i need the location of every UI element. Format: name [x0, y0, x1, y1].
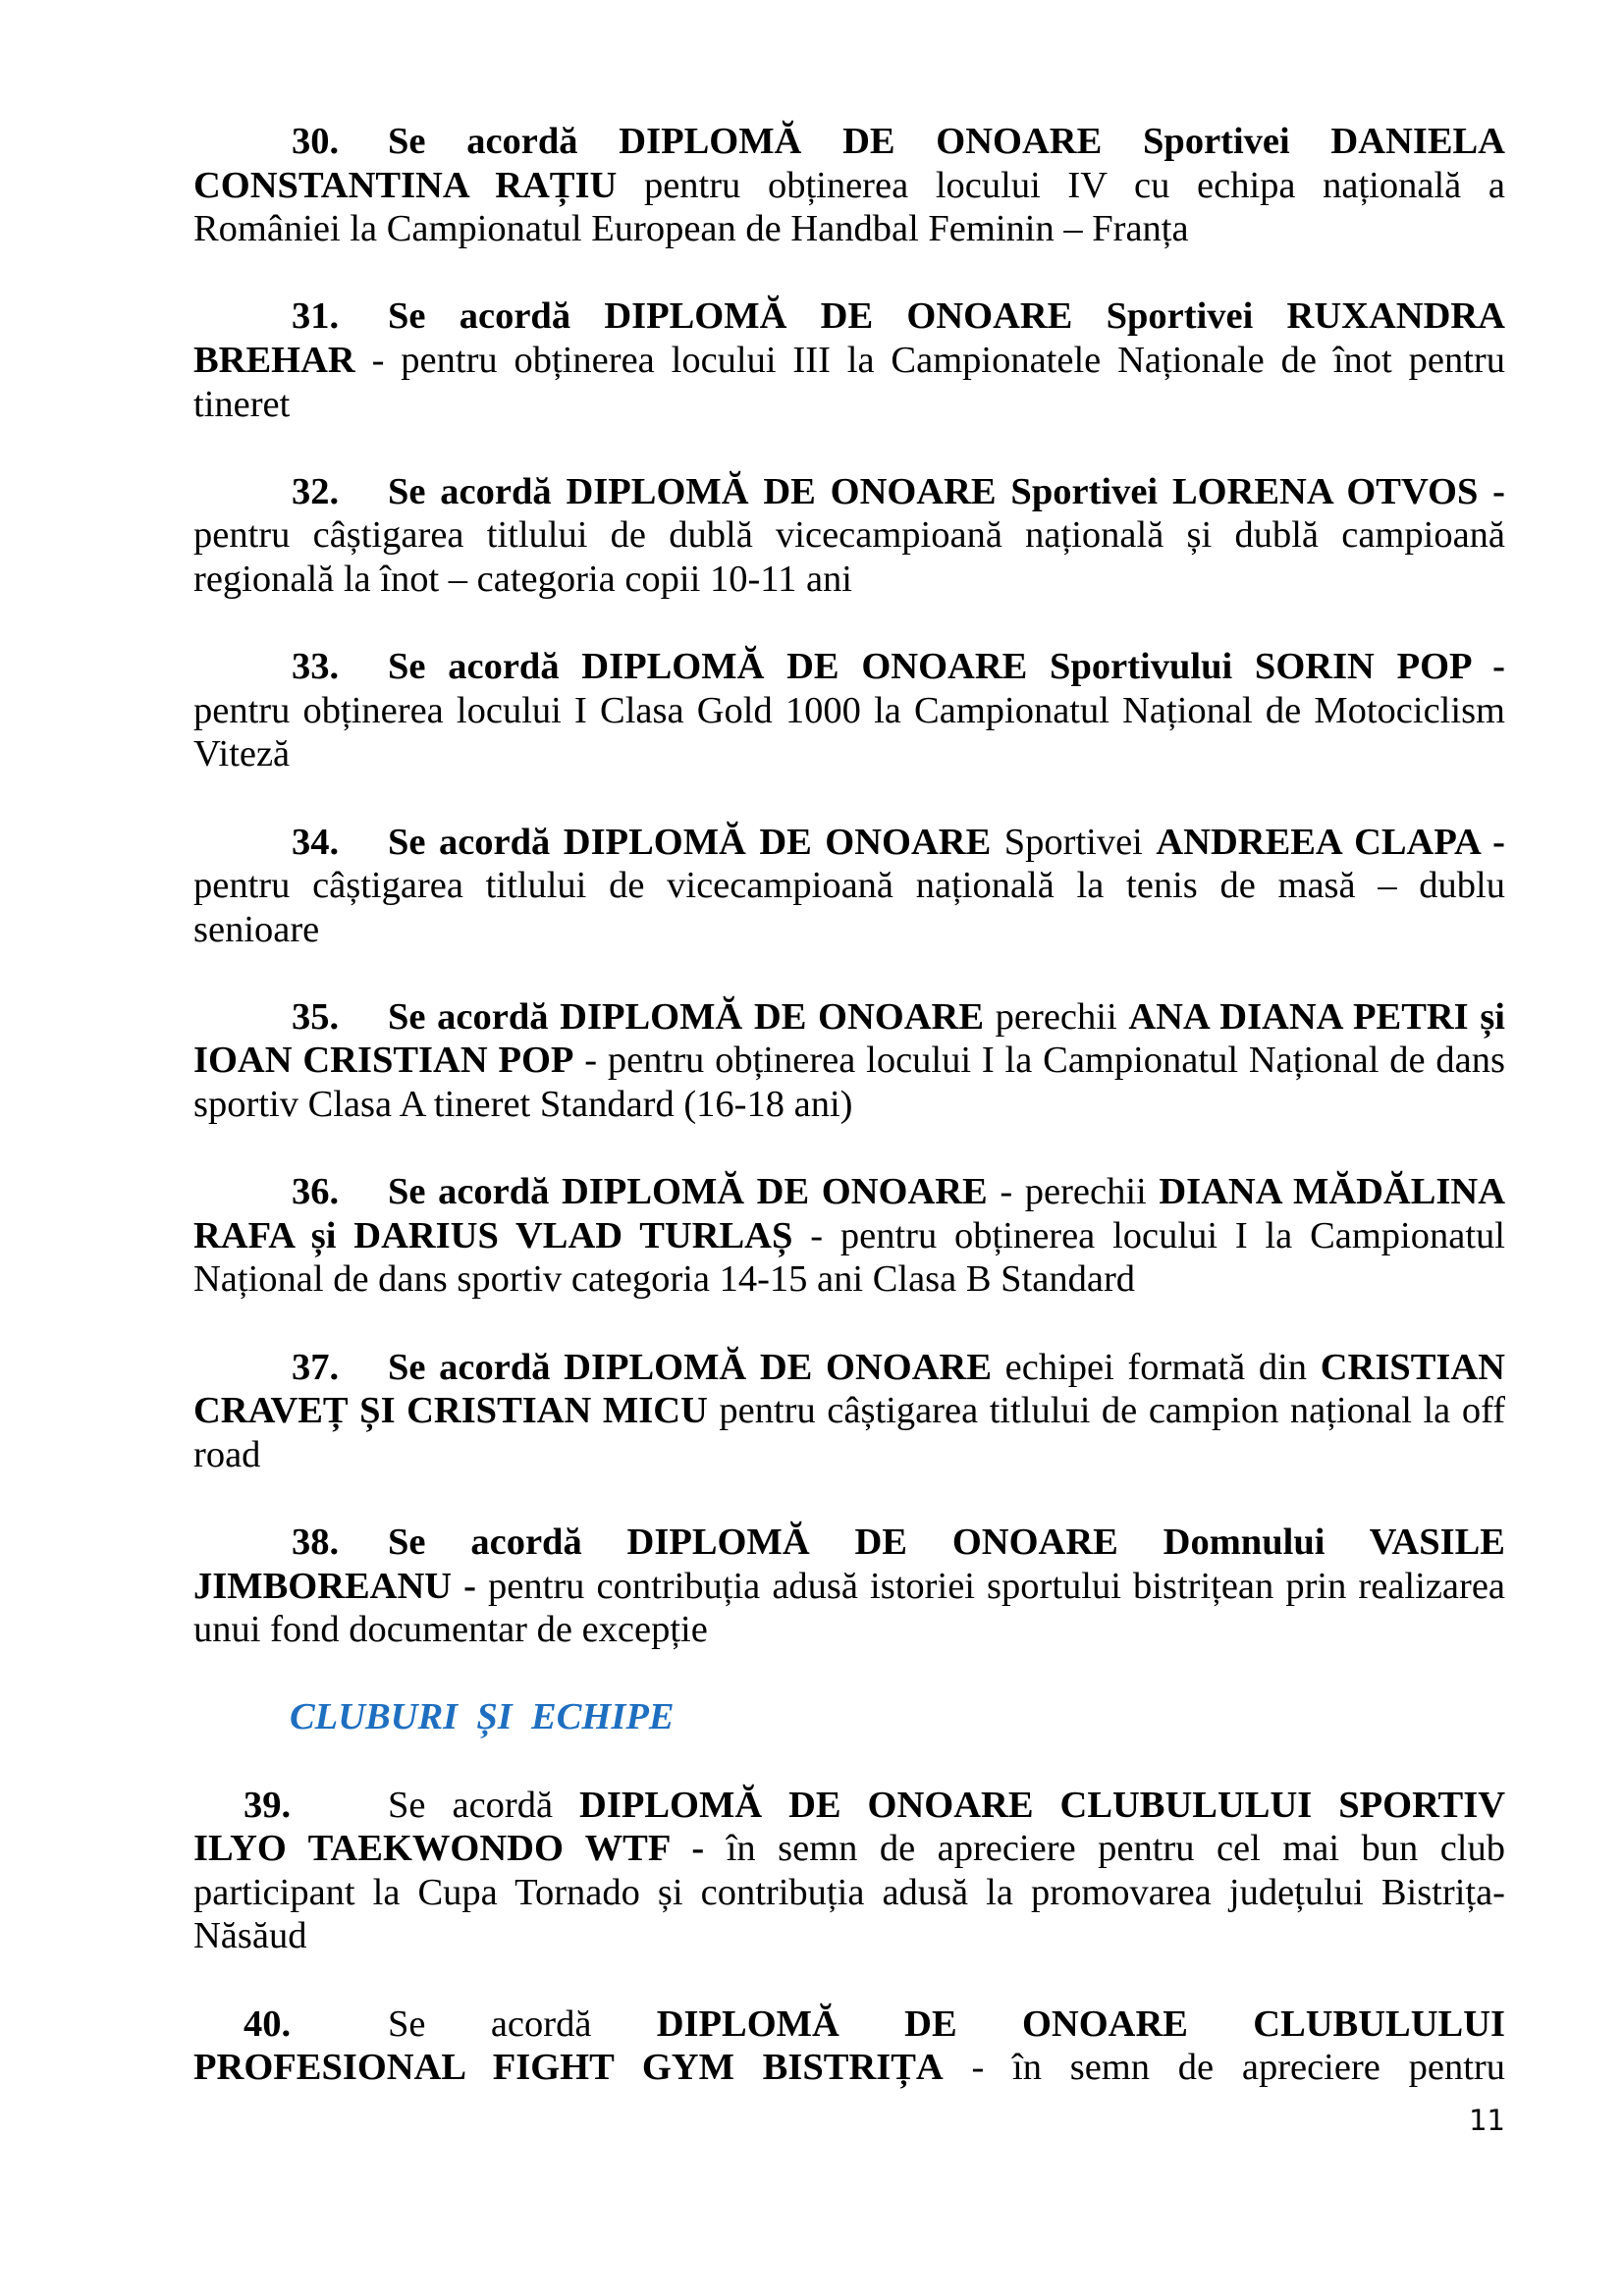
- paragraph-line: [193, 1083, 1505, 1127]
- award-paragraph: [193, 1784, 1505, 1958]
- paragraph-line: [193, 2002, 1505, 2047]
- paragraph-line: [193, 470, 1505, 514]
- paragraph-line: [193, 294, 1505, 339]
- body-text: - perechii: [987, 1171, 1160, 1213]
- body-text: în semn de apreciere pentru cel mai bun club: [704, 1828, 1505, 1870]
- bold-text: CRISTIAN: [1320, 1346, 1505, 1388]
- bold-text: CONSTANTINA RAȚIU: [193, 164, 618, 206]
- award-number: 37.: [292, 1346, 340, 1388]
- paragraph-line: [193, 1914, 1505, 1958]
- paragraph-line: [193, 339, 1505, 383]
- body-text: Năsăud: [193, 1915, 307, 1957]
- body-text: - pentru obținerea locului I la Campionatul Național de dans: [573, 1040, 1505, 1082]
- bold-text: PROFESIONAL FIGHT GYM BISTRIȚA: [193, 2047, 944, 2089]
- bold-text: ILYO TAEKWONDO WTF -: [193, 1828, 705, 1870]
- paragraph-line: [193, 1257, 1505, 1302]
- bold-text: ANDREEA CLAPA -: [1156, 821, 1505, 863]
- page-number: 11: [1469, 2104, 1505, 2137]
- body-text: pentru câștigarea titlului de campion național la off: [707, 1390, 1505, 1432]
- bold-text: RAFA și DARIUS VLAD TURLAȘ: [193, 1214, 793, 1256]
- bold-text: JIMBOREANU -: [193, 1565, 476, 1607]
- award-paragraph: [193, 1521, 1505, 1652]
- body-text: Național de dans sportiv categoria 14-15 ani Clasa B Standard: [193, 1258, 1136, 1301]
- document-body: [193, 120, 1505, 2133]
- paragraph-line: [193, 1346, 1505, 1390]
- body-text: pentru câștigarea titlului de vicecampioană națională la tenis de masă – dublu: [193, 865, 1505, 907]
- paragraph-line: [193, 864, 1505, 908]
- paragraph-line: [193, 908, 1505, 952]
- award-paragraph: [193, 1346, 1505, 1477]
- award-number: 35.: [292, 995, 340, 1038]
- award-number: 38.: [292, 1522, 340, 1563]
- award-number: 32.: [292, 470, 340, 512]
- award-paragraph: [193, 120, 1505, 251]
- body-text: pentru câștigarea titlului de dublă vicecampioană națională și dublă campioană: [193, 514, 1505, 557]
- bold-text: Se acordă DIPLOMĂ DE ONOARE Sportivei DANIELA: [388, 121, 1505, 162]
- body-text: Se acordă: [388, 2002, 657, 2045]
- bold-text: Se acordă DIPLOMĂ DE ONOARE Sportivei LORENA OTVOS -: [388, 470, 1505, 512]
- paragraph-line: [193, 732, 1505, 776]
- award-paragraph: [193, 821, 1505, 952]
- body-text: unui fond documentar de excepție: [193, 1609, 708, 1651]
- body-text: participant la Cupa Tornado și contribuția adusă la promovarea județului Bistrița-: [193, 1871, 1505, 1913]
- award-paragraph: [193, 995, 1505, 1127]
- bold-text: CRAVEȚ ȘI CRISTIAN MICU: [193, 1390, 708, 1432]
- bold-text: Se acordă DIPLOMĂ DE ONOARE: [388, 1171, 988, 1213]
- body-text: perechii: [984, 995, 1129, 1038]
- body-text: pentru obținerea locului I Clasa Gold 1000 la Campionatul Național de Motociclism: [193, 689, 1505, 731]
- body-text: regională la înot – categoria copii 10-11 ani: [193, 558, 853, 600]
- award-paragraph: [193, 2002, 1505, 2090]
- section-heading-clubs: CLUBURI ȘI ECHIPE: [290, 1696, 675, 1738]
- paragraph-line: [193, 1565, 1505, 1609]
- body-text: Se acordă: [388, 1784, 580, 1826]
- bold-text: Se acordă DIPLOMĂ DE ONOARE Sportivului SORIN POP -: [388, 646, 1505, 688]
- paragraph-line: [193, 1871, 1505, 1915]
- bold-text: DIANA MĂDĂLINA: [1159, 1171, 1505, 1213]
- paragraph-line: [193, 689, 1505, 733]
- paragraph-line: [193, 1170, 1505, 1214]
- paragraph-line: [193, 164, 1505, 208]
- award-paragraph: [193, 470, 1505, 602]
- body-text: senioare: [193, 908, 320, 950]
- paragraph-line: [193, 207, 1505, 251]
- body-text: echipei formată din: [992, 1346, 1321, 1388]
- paragraph-line: [193, 1521, 1505, 1565]
- award-paragraph: [193, 1170, 1505, 1302]
- award-number: 40.: [243, 2002, 292, 2045]
- paragraph-line: [193, 1389, 1505, 1433]
- paragraph-line: [193, 120, 1505, 164]
- bold-text: Se acordă DIPLOMĂ DE ONOARE: [388, 995, 985, 1038]
- paragraph-line: [193, 513, 1505, 558]
- body-text: Sportivei: [991, 821, 1157, 863]
- body-text: României la Campionatul European de Handbal Feminin – Franța: [193, 208, 1189, 250]
- paragraph-line: [193, 995, 1505, 1040]
- paragraph-line: [193, 1214, 1505, 1258]
- award-number: 36.: [292, 1171, 340, 1213]
- bold-text: Se acordă DIPLOMĂ DE ONOARE Sportivei RUXANDRA: [388, 295, 1505, 338]
- award-paragraph: [193, 645, 1505, 776]
- paragraph-line: [193, 1827, 1505, 1871]
- bold-text: Se acordă DIPLOMĂ DE ONOARE: [388, 821, 992, 863]
- award-number: 39.: [243, 1784, 292, 1826]
- bold-text: DIPLOMĂ DE ONOARE CLUBULULUI: [656, 2002, 1505, 2045]
- paragraph-line: [193, 2046, 1505, 2090]
- bold-text: BREHAR: [193, 339, 355, 381]
- award-number: 33.: [292, 646, 340, 688]
- paragraph-line: [193, 1433, 1505, 1477]
- paragraph-line: [193, 645, 1505, 689]
- paragraph-line: [193, 1039, 1505, 1083]
- body-text: sportiv Clasa A tineret Standard (16-18 ani): [193, 1084, 853, 1126]
- body-text: - în semn de apreciere pentru: [943, 2047, 1505, 2089]
- body-text: - pentru obținerea locului I la Campionatul: [792, 1214, 1505, 1256]
- award-number: 30.: [292, 121, 340, 162]
- paragraph-line: [193, 383, 1505, 427]
- body-text: pentru obținerea locului IV cu echipa națională a: [617, 164, 1505, 206]
- bold-text: Se acordă DIPLOMĂ DE ONOARE Domnului VASILE: [388, 1522, 1505, 1563]
- award-paragraph: [193, 294, 1505, 426]
- body-text: tineret: [193, 383, 291, 425]
- award-number: 34.: [292, 821, 340, 863]
- body-text: road: [193, 1433, 261, 1475]
- paragraph-line: [193, 558, 1505, 602]
- body-text: Viteză: [193, 733, 291, 775]
- body-text: pentru contribuția adusă istoriei sportului bistrițean prin realizarea: [475, 1565, 1505, 1607]
- paragraph-line: [193, 821, 1505, 865]
- paragraph-line: [193, 1608, 1505, 1652]
- paragraph-line: [193, 1784, 1505, 1828]
- bold-text: ANA DIANA PETRI și: [1128, 995, 1505, 1038]
- bold-text: IOAN CRISTIAN POP: [193, 1040, 574, 1082]
- body-text: - pentru obținerea locului III la Campionatele Naționale de înot pentru: [354, 339, 1505, 381]
- bold-text: DIPLOMĂ DE ONOARE CLUBULULUI SPORTIV: [579, 1784, 1505, 1826]
- award-number: 31.: [292, 295, 340, 338]
- bold-text: Se acordă DIPLOMĂ DE ONOARE: [388, 1346, 993, 1388]
